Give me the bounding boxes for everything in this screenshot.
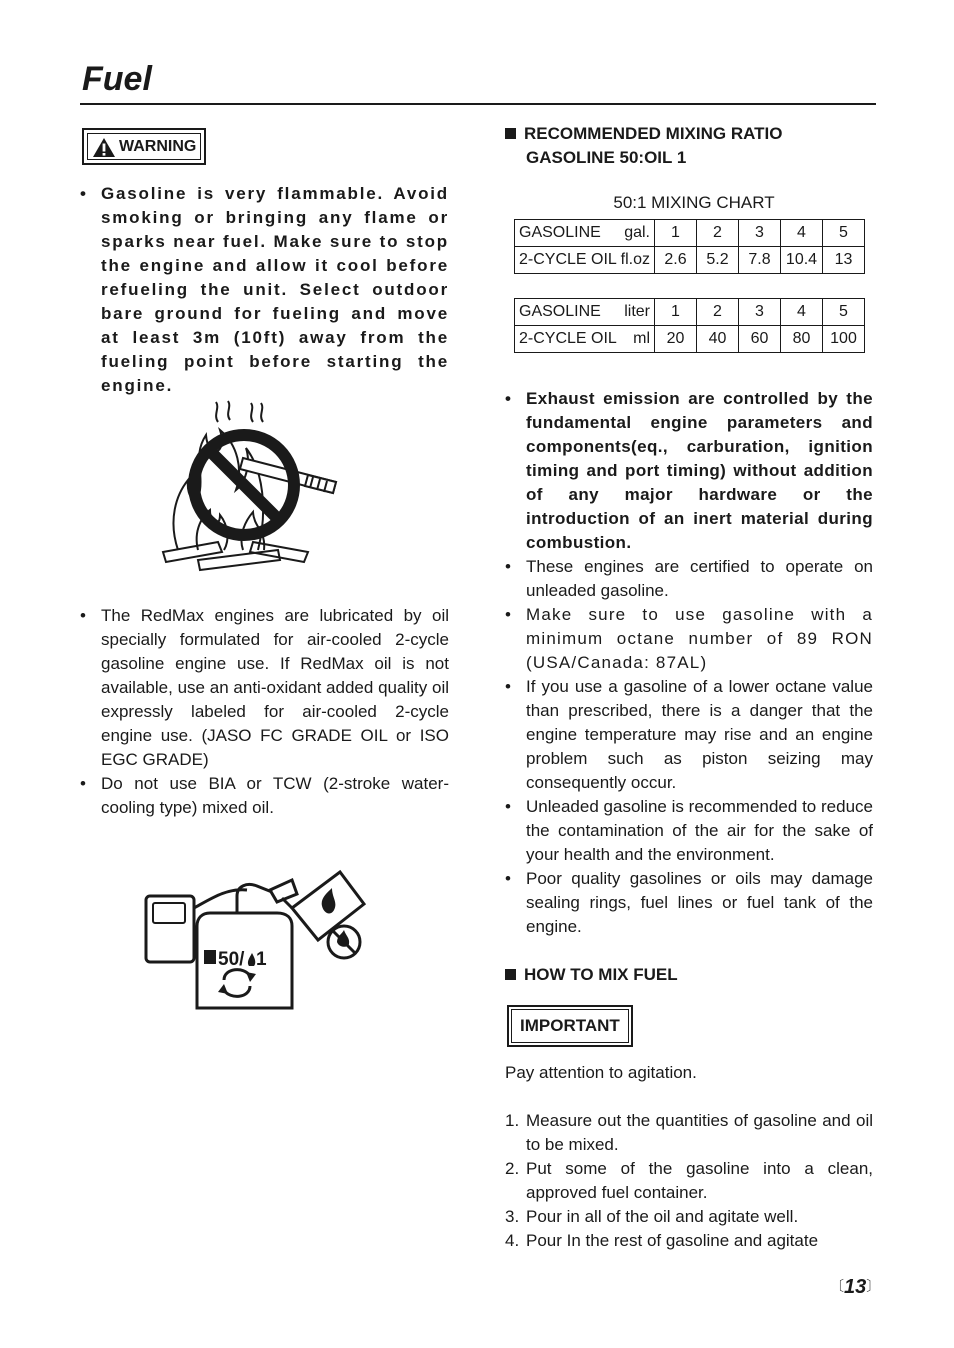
page-number: 〔13〕	[830, 1276, 881, 1298]
warning-text: • Gasoline is very flammable. Avoid smoking or bringing any flame or sparks near fuel. Make sure to stop the engine and allow it cool before refueling the unit. Select outdoor bare ground for fueling and move at least 3m (10ft) away from the fueling point before starting the engine.	[80, 182, 449, 398]
mixing-ratio-heading: RECOMMENDED MIXING RATIO GASOLINE 50:OIL 1	[505, 122, 873, 170]
list-item: • Unleaded gasoline is recommended to reduce the contamination of the air for the sake of your health and the environment.	[505, 795, 873, 867]
important-box	[507, 1005, 633, 1047]
fuel-notes-list	[505, 387, 873, 939]
list-item: • The RedMax engines are lubricated by oil specially formulated for air-cooled 2-cycle gasoline engine use. If RedMax oil is not available, use an anti-oxidant added quality oil expressly labeled for air-cooled 2-cycle engine use. (JASO FC GRADE OIL or ISO EGC GRADE)	[80, 604, 449, 772]
no-smoking-fire-icon	[158, 400, 348, 572]
important-label: IMPORTANT	[511, 1009, 629, 1043]
list-item: • Make sure to use gasoline with a minimum octane number of 89 RON (USA/Canada: 87AL)	[505, 603, 873, 675]
how-to-mix-heading: HOW TO MIX FUEL	[505, 963, 873, 987]
list-item: • Exhaust emission are controlled by the fundamental engine parameters and components(eq., carburation, ignition timing and port timing) without addition of any major hardware or the introduction of an inert material during combustion.	[505, 387, 873, 555]
mixing-table-metric	[514, 298, 865, 353]
gas-pump-icon	[204, 950, 216, 964]
table-row: 2-CYCLE OIL ml 20 40 60 80 100	[515, 326, 865, 353]
agitation-note: Pay attention to agitation.	[505, 1063, 697, 1082]
list-item: 3. Pour in all of the oil and agitate well.	[505, 1207, 799, 1226]
list-item: 1. Measure out the quantities of gasoline and oil to be mixed.	[505, 1111, 873, 1154]
table-row: GASOLINE liter 1 2 3 4 5	[515, 299, 865, 326]
list-item: • Do not use BIA or TCW (2-stroke water-cooling type) mixed oil.	[80, 772, 449, 820]
warning-label: WARNING	[119, 138, 197, 155]
title-rule	[80, 103, 876, 105]
warning-list	[80, 182, 449, 398]
mixing-table-us	[514, 219, 865, 274]
left-column	[80, 128, 449, 398]
can-ratio-label: 50/	[218, 949, 245, 970]
table-row: GASOLINE gal. 1 2 3 4 5	[515, 220, 865, 247]
list-item: 4. Pour In the rest of gasoline and agitate	[505, 1231, 819, 1250]
can-ratio-oil: 1	[256, 949, 267, 970]
table-row: 2-CYCLE OIL fl.oz 2.6 5.2 7.8 10.4 13	[515, 247, 865, 274]
square-bullet-icon	[505, 128, 516, 139]
mixing-chart-title: 50:1 MIXING CHART	[613, 193, 775, 212]
list-item: • These engines are certified to operate on unleaded gasoline.	[505, 555, 873, 603]
list-item: • Poor quality gasolines or oils may damage sealing rings, fuel lines or fuel tank of the engine.	[505, 867, 873, 939]
fuel-mixing-illustration	[142, 868, 368, 1016]
page-title: Fuel	[82, 60, 152, 98]
mixing-steps-list	[505, 1109, 873, 1253]
right-column	[505, 122, 873, 1253]
list-item: • If you use a gasoline of a lower octane value than prescribed, there is a danger that the engine temperature may rise and an engine problem such as piston seizing may consequently occur.	[505, 675, 873, 795]
warning-box	[82, 128, 206, 165]
oil-notes-list	[80, 604, 449, 820]
square-bullet-icon	[505, 969, 516, 980]
list-item: 2. Put some of the gasoline into a clean, approved fuel container.	[505, 1159, 873, 1202]
warning-triangle-icon	[92, 137, 116, 158]
left-column-bottom	[80, 604, 449, 820]
